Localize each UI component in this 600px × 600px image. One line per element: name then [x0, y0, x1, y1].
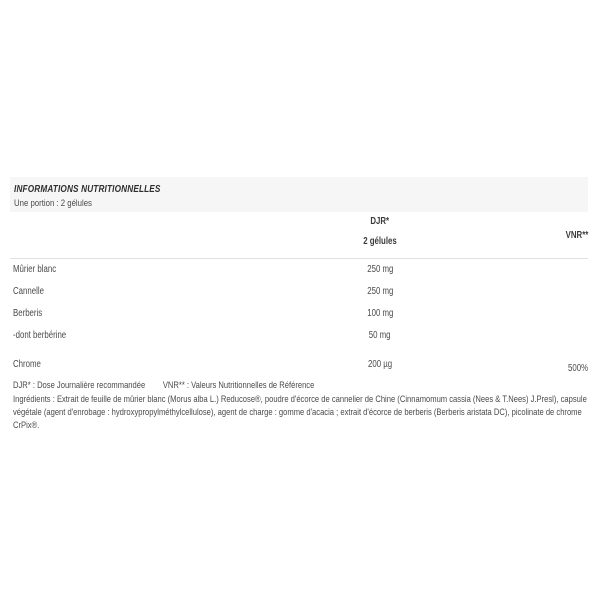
column-header-djr	[280, 216, 480, 227]
row-name: Mûrier blanc	[13, 264, 57, 275]
serving-size: Une portion : 2 gélules	[14, 198, 92, 209]
footnote-djr: DJR* : Dose Journalière recommandée	[13, 380, 146, 391]
row-name: Chrome	[13, 359, 41, 370]
row-name: Berberis	[13, 308, 43, 319]
row-djr-text: 100 mg	[366, 308, 394, 319]
row-djr-value	[280, 264, 480, 275]
row-djr-text: 250 mg	[366, 264, 394, 275]
column-header-djr-label: DJR*	[370, 216, 390, 227]
nutrition-title: INFORMATIONS NUTRITIONNELLES	[14, 184, 161, 195]
ingredients-paragraph: Ingrédients : Extrait de feuille de mûrier blanc (Morus alba L.) Reducose®, poudre d'écorce de cannelier de Chine (Cinnamomum cassia (Nees & T.Nees) J.Presl), capsule végétale (agent d'enrobage : hydroxypropylméthylcellulose), agent de charge : gomme d'acacia ; extrait d'écorce de berberis (Berberis aristata DC), picolinate de chrome CrPix®.	[13, 394, 587, 431]
row-djr-text: 250 mg	[366, 286, 394, 297]
column-header-djr-sub	[280, 236, 480, 247]
row-djr-text: 200 µg	[367, 359, 393, 370]
row-djr-value	[280, 359, 480, 370]
row-djr-text: 50 mg	[369, 330, 391, 341]
row-name: -dont berbérine	[13, 330, 67, 341]
footnote-vnr: VNR** : Valeurs Nutritionnelles de Référence	[162, 380, 315, 391]
nutrition-header-band	[10, 177, 588, 212]
column-header-vnr-label: VNR**	[565, 230, 588, 241]
header-divider	[10, 258, 588, 259]
row-djr-value	[280, 330, 480, 341]
row-djr-value	[280, 286, 480, 297]
row-djr-value	[280, 308, 480, 319]
footnotes	[13, 380, 314, 391]
row-vnr-value	[563, 363, 588, 374]
row-vnr-text: 500%	[567, 363, 588, 374]
column-header-djr-sub-label: 2 gélules	[363, 236, 397, 247]
row-name: Cannelle	[13, 286, 44, 297]
column-header-vnr	[560, 230, 588, 241]
